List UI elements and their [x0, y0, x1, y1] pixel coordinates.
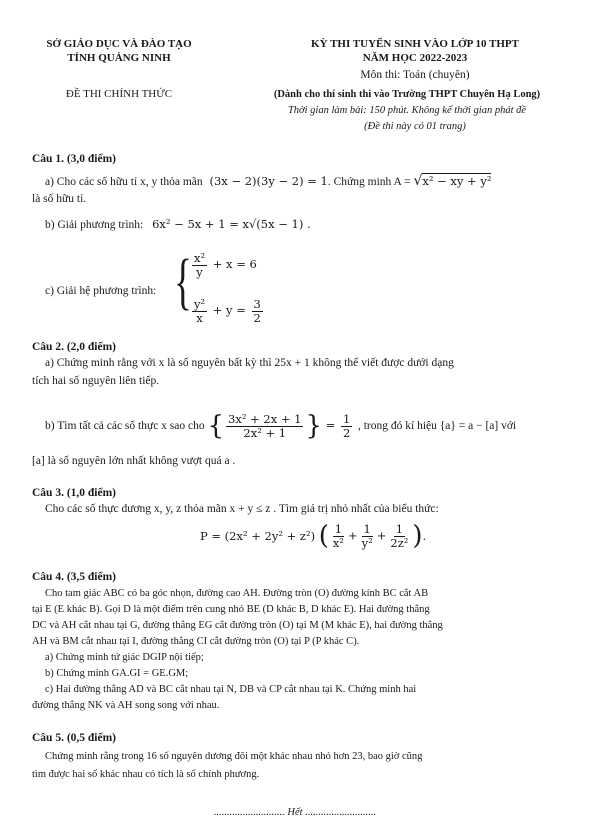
q5-line1: Chứng minh rằng trong 16 số nguyên dương đôi một khác nhau nhỏ hơn 23, bao giờ cũng	[45, 751, 423, 762]
q3-title: Câu 3. (1,0 điểm)	[32, 487, 117, 499]
q4-line2: tại E (E khác B). Gọi D là một điểm trên cung nhỏ BE (D khác B, D khác E). Hai đường thẳng	[32, 604, 430, 615]
q2b-fraction: { $\frac{\text{3x² + 2x + 1}}{\text{2x² + 1}}$ } = $\frac{1}{2}$	[207, 411, 351, 441]
q1c-equation-1: $\frac{\text{x²}}{y}$ + x = 6	[194, 251, 257, 279]
q1a-condition: (3x − 2)(3y − 2) = 1	[209, 174, 328, 188]
target-school: (Dành cho thí sinh thi vào Trường THPT Chuyên Hạ Long)	[273, 89, 541, 100]
q4-line3: DC và AH cắt nhau tại G, đường thẳng EG cắt đường tròn (O) tại M (M khác E), hai đường thẳng	[32, 620, 443, 631]
q4-line4: AH và BM cắt nhau tại I, đường thẳng CI cắt đường tròn (O) tại P (P khác C).	[32, 636, 360, 647]
q2b-line2: [a] là số nguyên lớn nhất không vượt quá a .	[32, 455, 236, 467]
q1a-tail: là số hữu tỉ.	[32, 193, 87, 205]
department-name: SỞ GIÁO DỤC VÀ ĐÀO TẠO	[46, 38, 192, 50]
q4-title: Câu 4. (3,5 điểm)	[32, 571, 117, 583]
q2a-line2: tích hai số nguyên liên tiếp.	[32, 375, 160, 387]
q5-line2: tìm được hai số khác nhau có tích là số chính phương.	[32, 769, 260, 780]
q1b-line: b) Giải phương trình: 6x² − 5x + 1 = x√(5x − 1) .	[45, 217, 311, 231]
subject: Môn thi: Toán (chuyên)	[360, 69, 470, 81]
q2a-line1: a) Chứng minh rằng với x là số nguyên bất kỳ thì 25x + 1 không thể viết được dưới dạng	[45, 357, 454, 369]
q4-line1: Cho tam giác ABC có ba góc nhọn, đường cao AH. Đường tròn (O) đường kính BC cắt AB	[45, 588, 429, 599]
end-marker: ........................... Hết ...........................	[213, 807, 377, 818]
q2b-line: b) Tìm tất cả các số thực x sao cho { $\frac{\text{3x² + 2x + 1}}{\text{2x² + 1}}$ } = $\frac{1}{2}$ , trong đó kí hiệu {a} = a − [a] với	[45, 411, 517, 441]
q1a-sqrt: √x² − xy + y²	[413, 173, 492, 189]
page-count: (Đề thi này có 01 trang)	[364, 121, 466, 132]
q4c-line1: c) Hai đường thẳng AD và BC cắt nhau tại N, DB và CP cắt nhau tại K. Chứng minh hai	[45, 684, 417, 695]
q4c-line2: đường thẳng NK và AH song song với nhau.	[32, 700, 220, 711]
q1b-equation: 6x² − 5x + 1 = x√(5x − 1) .	[152, 217, 311, 231]
q2-title: Câu 2. (2,0 điểm)	[32, 341, 117, 353]
q4a: a) Chứng minh tứ giác DGIP nội tiếp;	[45, 652, 204, 663]
exam-time: Thời gian làm bài: 150 phút. Không kể thời gian phát đề	[287, 105, 527, 116]
q1c-label: c) Giải hệ phương trình:	[45, 285, 157, 297]
province-name: TỈNH QUẢNG NINH	[67, 52, 171, 64]
q5-title: Câu 5. (0,5 điểm)	[32, 732, 117, 744]
official-label: ĐỀ THI CHÍNH THỨC	[65, 88, 173, 100]
q1c-equation-2: $\frac{\text{y²}}{x}$ + y = $\frac{3}{2}$	[194, 297, 261, 325]
q1-title: Câu 1. (3,0 điểm)	[32, 153, 117, 165]
exam-title: KỲ THI TUYỂN SINH VÀO LỚP 10 THPT	[311, 38, 519, 50]
q4b: b) Chứng minh GA.GI = GE.GM;	[45, 668, 189, 679]
q3-expression: P = (2x² + 2y² + z²) ( $\frac{1}{\text{x²}}$ + $\frac{1}{\text{y²}}$ + $\frac{1}{\text{2z²}}$ ).	[200, 521, 427, 551]
q1a-line: a) Cho các số hữu tỉ x, y thỏa mãn (3x − 2)(3y − 2) = 1. Chứng minh A = √x² − xy + y²	[45, 173, 492, 189]
q3-line1: Cho các số thực dương x, y, z thỏa mãn x + y ≤ z . Tìm giá trị nhỏ nhất của biểu thức:	[45, 503, 439, 515]
school-year: NĂM HỌC 2022-2023	[362, 52, 468, 64]
system-brace: {	[173, 248, 192, 316]
